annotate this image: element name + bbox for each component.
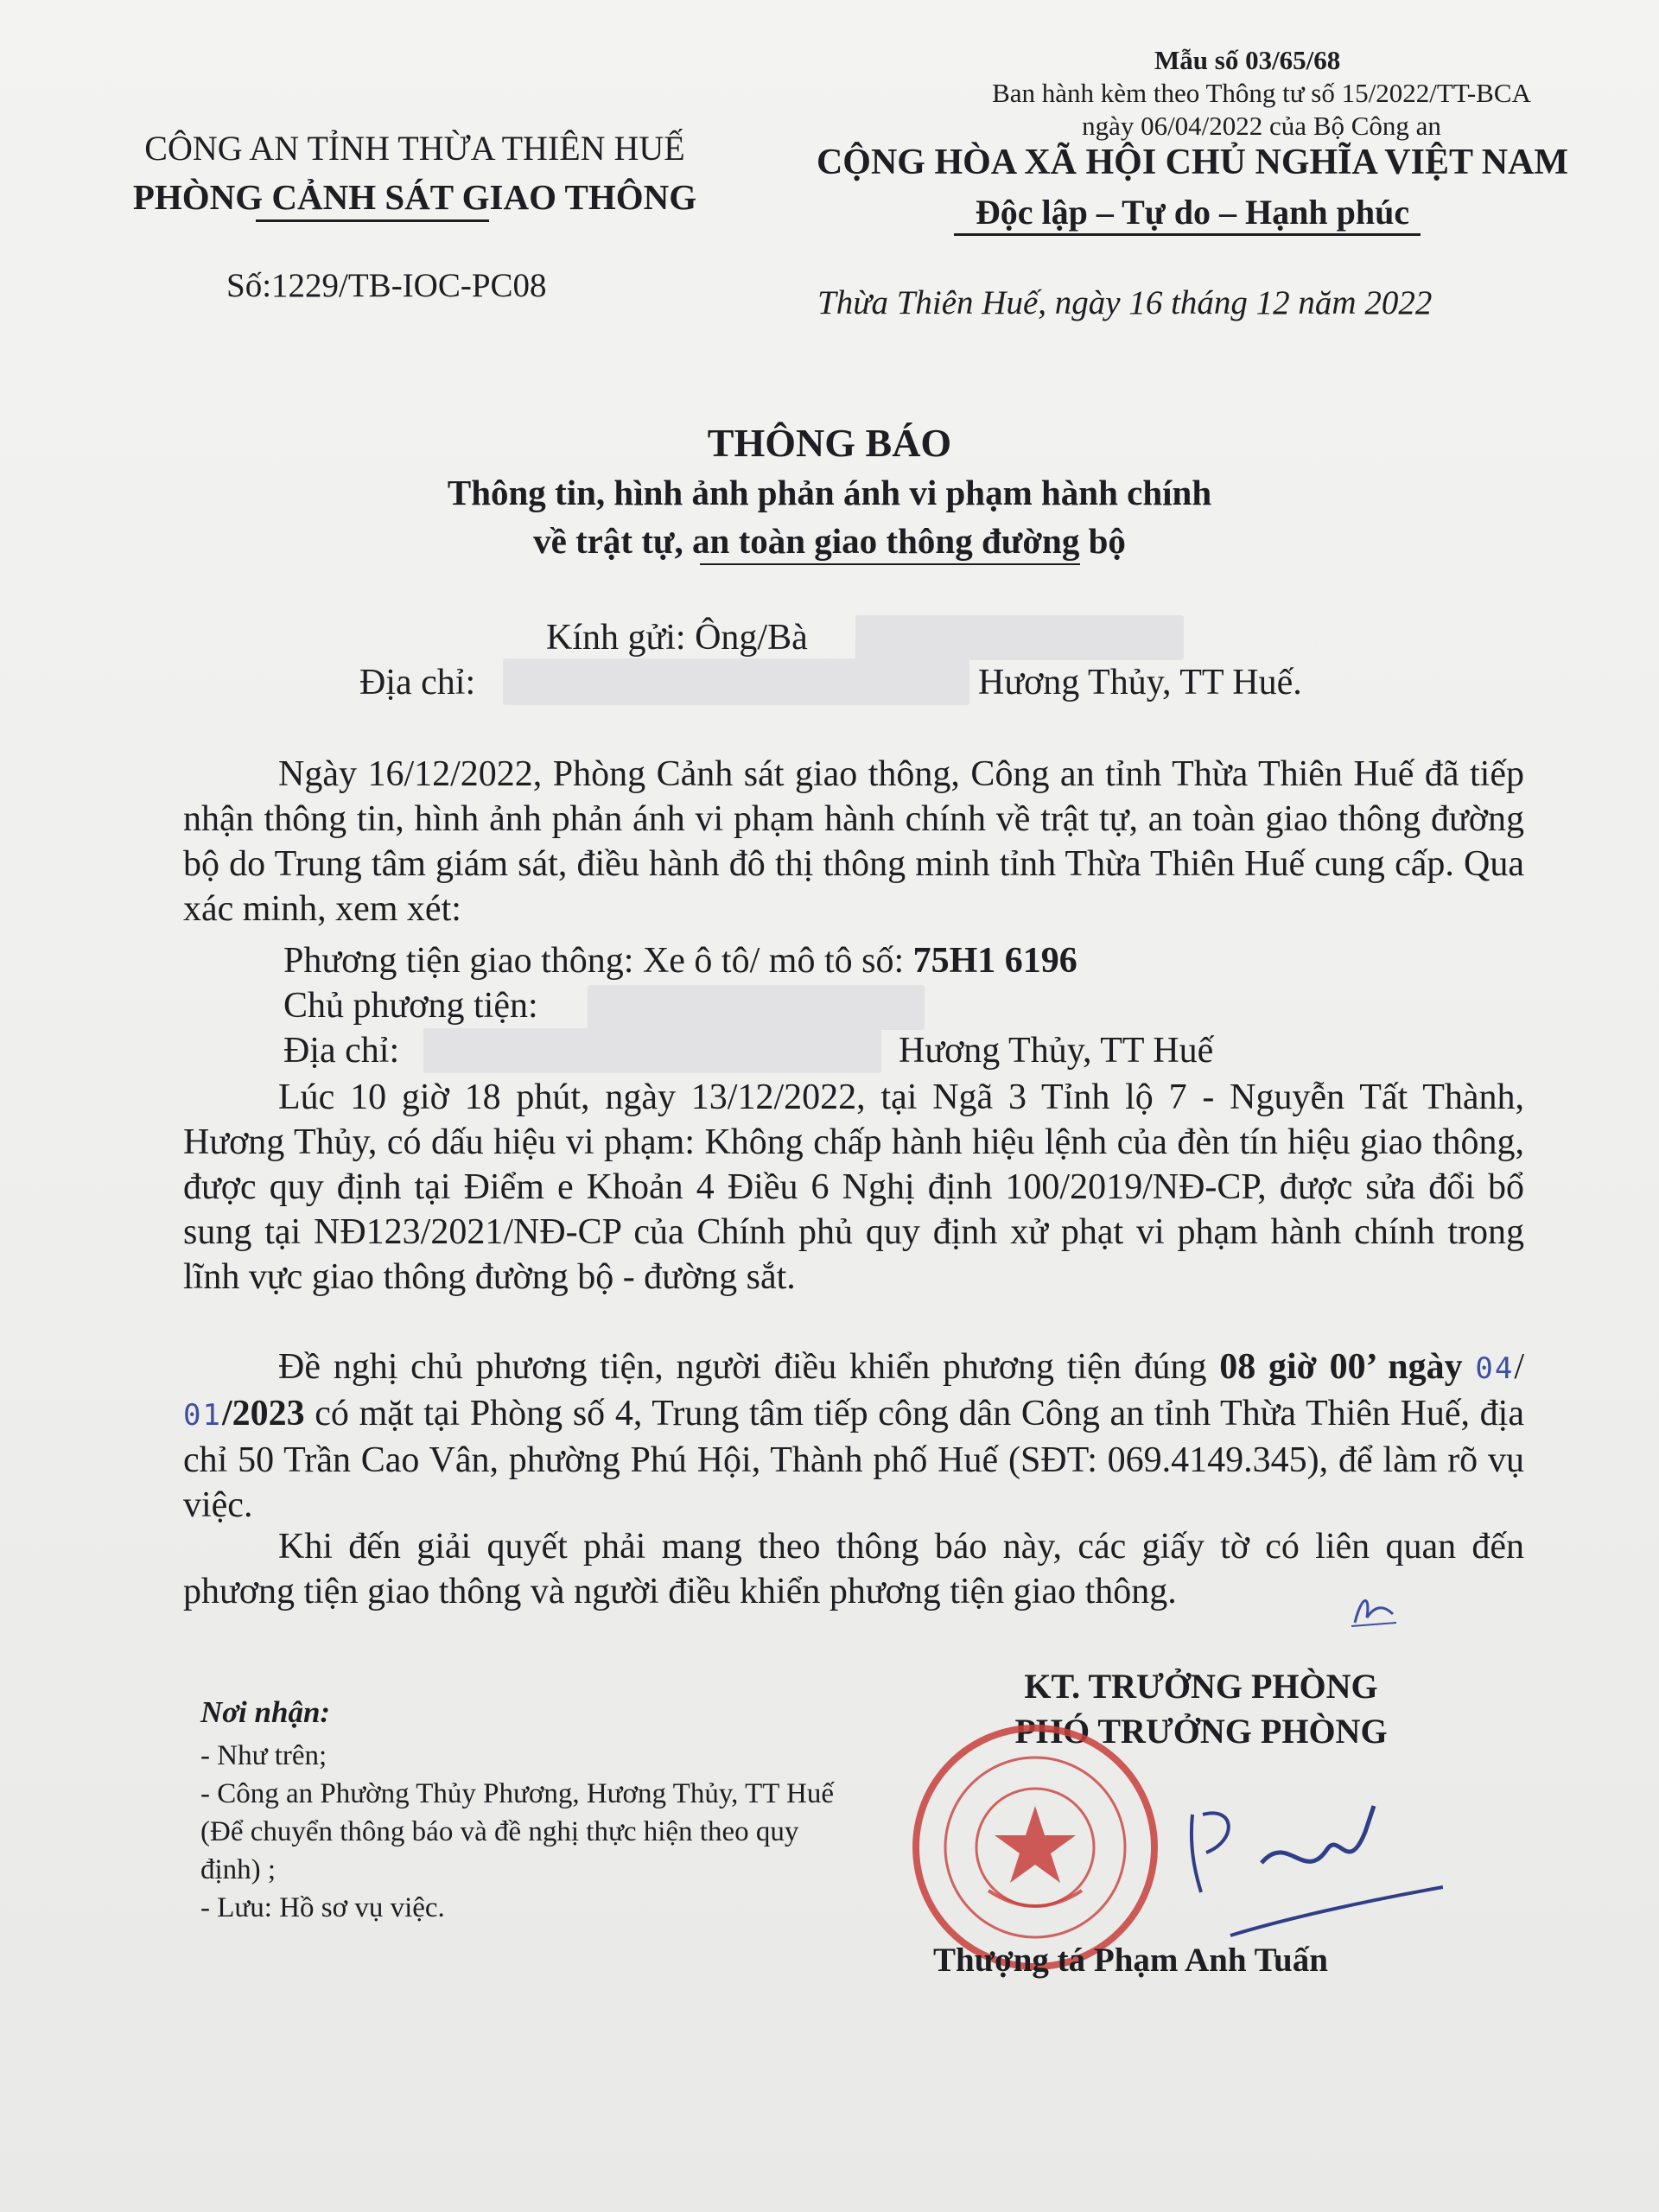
owner-address-label: Địa chỉ: <box>283 1031 400 1071</box>
signature-title-line-1: KT. TRƯỞNG PHÒNG <box>1024 1667 1378 1706</box>
redacted-recipient-name <box>855 615 1184 660</box>
summons-text-a: Đề nghị chủ phương tiện, người điều khiển phương tiện đúng <box>278 1347 1207 1387</box>
vehicle-plate: 75H1 6196 <box>912 941 1077 981</box>
recipients-heading: Nơi nhận: <box>200 1695 331 1729</box>
vehicle-label: Phương tiện giao thông: Xe ô tô/ mô tô số: <box>283 941 905 981</box>
motto-underline <box>954 233 1421 236</box>
form-number: Mẫu số 03/65/68 <box>1154 45 1341 75</box>
handwritten-month: 01 <box>183 1398 222 1433</box>
official-seal-icon <box>906 1718 1165 1977</box>
title-underline <box>700 563 1080 565</box>
agency-parent: CÔNG AN TỈNH THỪA THIÊN HUẾ <box>144 129 685 168</box>
address-label: Địa chỉ: <box>359 663 476 702</box>
paragraph-violation: Lúc 10 giờ 18 phút, ngày 13/12/2022, tại Ngã 3 Tỉnh lộ 7 - Nguyễn Tất Thành, Hương Thủy, có dấu hiệu vi phạm: Không chấp hành hiệu lệnh của đèn tín hiệu giao thông, được quy định tại Điểm e Khoản 4 Điều 6 Nghị định 100/2019/NĐ-CP, được sửa đổi bổ sung tại NĐ123/2021/NĐ-CP của Chính phủ quy định xử phạt vi phạm hành chính trong lĩnh vực giao thông đường bộ - đường sắt. <box>183 1077 1524 1297</box>
greeting: Kính gửi: Ông/Bà <box>546 618 808 658</box>
recipient-item-2: - Công an Phường Thủy Phương, Hương Thủy, TT Huế (Để chuyển thông báo và đề nghị thực hiện theo quy định) ; <box>200 1778 835 1885</box>
recipient-item-3: - Lưu: Hồ sơ vụ việc. <box>200 1892 445 1923</box>
owner-address-tail: Hương Thủy, TT Huế <box>899 1031 1214 1071</box>
handwritten-day: 04 <box>1475 1351 1515 1386</box>
redacted-owner-name <box>588 985 925 1030</box>
agency-underline <box>256 219 489 222</box>
summons-year: /2023 <box>221 1394 305 1433</box>
summons-time: 08 giờ 00’ ngày <box>1219 1347 1463 1387</box>
document-number: Số:1229/TB-IOC-PC08 <box>226 267 547 304</box>
document-title: THÔNG BÁO <box>707 421 952 465</box>
summons-text-b: có mặt tại Phòng số 4, Trung tâm tiếp công dân Công an tỉnh Thừa Thiên Huế, địa chỉ 50 Trần Cao Vân, phường Phú Hội, Thành phố Huế (SĐT: 069.4149.345), để làm rõ vụ việc. <box>183 1394 1524 1525</box>
place-and-date: Thừa Thiên Huế, ngày 16 tháng 12 năm 2022 <box>817 284 1433 321</box>
signer-name: Thượng tá Phạm Anh Tuấn <box>933 1942 1328 1979</box>
redacted-owner-address <box>423 1028 881 1073</box>
handwritten-signature <box>1158 1780 1443 1953</box>
nation-title: CỘNG HÒA XÃ HỘI CHỦ NGHĨA VIỆT NAM <box>816 143 1569 182</box>
signature-title-line-2: PHÓ TRƯỞNG PHÒNG <box>1014 1712 1388 1751</box>
national-motto: Độc lập – Tự do – Hạnh phúc <box>975 193 1410 232</box>
paragraph-requirements: Khi đến giải quyết phải mang theo thông báo này, các giấy tờ có liên quan đến phương tiện giao thông và người điều khiển phương tiện giao thông. <box>183 1527 1524 1611</box>
form-note-line-2: ngày 06/04/2022 của Bộ Công an <box>1082 111 1441 141</box>
paragraph-intro: Ngày 16/12/2022, Phòng Cảnh sát giao thông, Công an tỉnh Thừa Thiên Huế đã tiếp nhận thông tin, hình ảnh phản ánh vi phạm hành chính về trật tự, an toàn giao thông đường bộ do Trung tâm giám sát, điều hành đô thị thông minh tỉnh Thừa Thiên Huế cung cấp. Qua xác minh, xem xét: <box>183 754 1524 929</box>
title-subject-line-2: về trật tự, an toàn giao thông đường bộ <box>533 521 1126 561</box>
vehicle-line <box>283 940 1077 982</box>
initials-mark <box>1348 1588 1400 1631</box>
agency-name: PHÒNG CẢNH SÁT GIAO THÔNG <box>132 177 697 217</box>
recipient-item-1: - Như trên; <box>200 1740 327 1771</box>
address-tail: Hương Thủy, TT Huế. <box>978 663 1302 702</box>
form-note-line-1: Ban hành kèm theo Thông tư số 15/2022/TT-BCA <box>992 78 1531 108</box>
paragraph-summons: Đề nghị chủ phương tiện, người điều khiển phương tiện đúng 08 giờ 00’ ngày 04/ 01/2023 có mặt tại Phòng số 4, Trung tâm tiếp công dân Công an tỉnh Thừa Thiên Huế, địa chỉ 50 Trần Cao Vân, phường Phú Hội, Thành phố Huế (SĐT: 069.4149.345), để làm rõ vụ việc. <box>183 1347 1525 1525</box>
redacted-recipient-address <box>503 658 969 705</box>
title-subject-line-1: Thông tin, hình ảnh phản ánh vi phạm hành chính <box>447 473 1212 512</box>
owner-label: Chủ phương tiện: <box>283 986 538 1026</box>
